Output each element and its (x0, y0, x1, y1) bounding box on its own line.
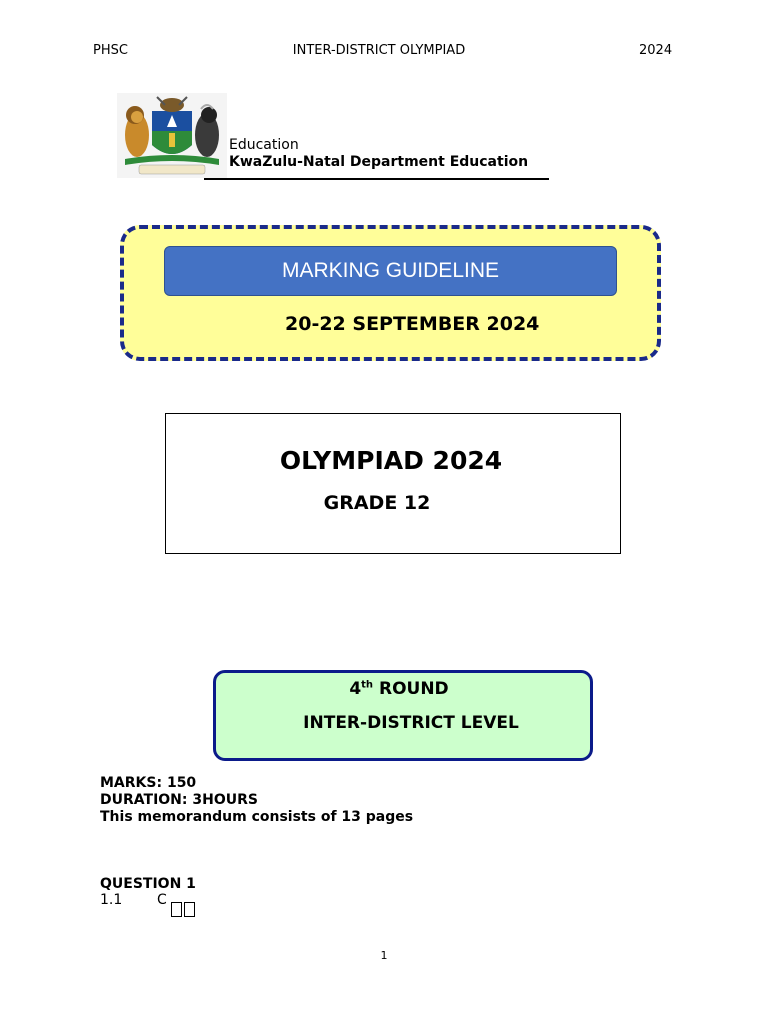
header-year: 2024 (639, 43, 673, 58)
exam-dates: 20-22 SEPTEMBER 2024 (285, 313, 540, 335)
header-subject: PHSC (93, 43, 128, 58)
round-number: 4 (349, 679, 362, 699)
coat-of-arms-icon (117, 93, 227, 178)
duration: DURATION: 3HOURS (100, 792, 258, 808)
round-level: INTER-DISTRICT LEVEL (303, 713, 519, 733)
shield-icon (152, 111, 192, 154)
title-box (165, 413, 621, 554)
tick-mark-icon (171, 902, 182, 917)
round-word: ROUND (378, 679, 449, 699)
round-suffix: th (361, 679, 374, 691)
round-label (209, 679, 589, 699)
document-title: OLYMPIAD 2024 (279, 446, 503, 475)
grade-label: GRADE 12 (323, 492, 431, 514)
marking-guideline-banner: MARKING GUIDELINE (164, 246, 617, 296)
tick-marks (171, 902, 197, 921)
page-count: This memorandum consists of 13 pages (100, 809, 414, 825)
header-title: INTER-DISTRICT OLYMPIAD (292, 43, 466, 58)
question-answer: C (157, 892, 167, 908)
page-number: 1 (380, 949, 388, 962)
marks-total: MARKS: 150 (100, 775, 197, 791)
tick-mark-icon (184, 902, 195, 917)
question-heading: QUESTION 1 (100, 876, 196, 892)
department-name: KwaZulu-Natal Department Education (229, 154, 529, 170)
department-label: Education (229, 137, 299, 153)
question-number: 1.1 (100, 892, 123, 908)
divider (204, 178, 549, 180)
